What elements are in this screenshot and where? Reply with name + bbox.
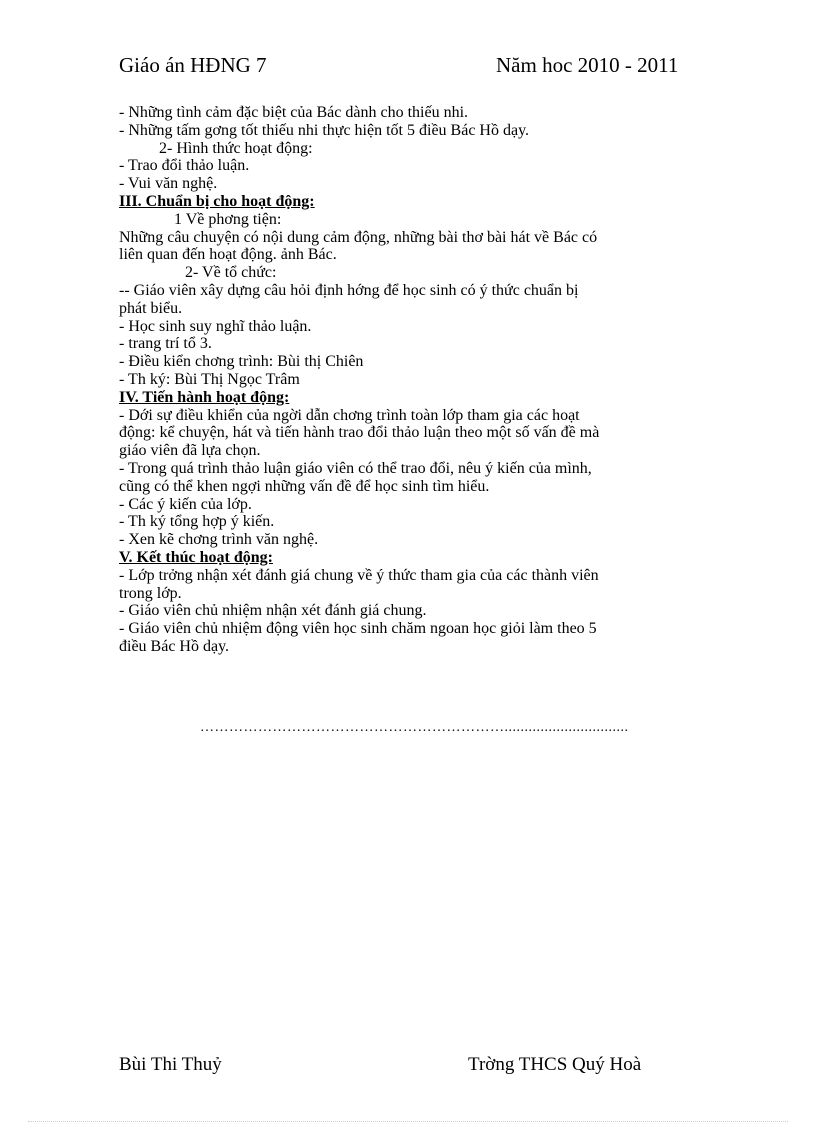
document-body xyxy=(119,104,699,656)
text-line: - Th ký: Bùi Thị Ngọc Trâm xyxy=(119,370,300,388)
text-line: - Xen kẽ chơng trình văn nghệ. xyxy=(119,531,319,549)
text-line: - Học sinh suy nghĩ thảo luận. xyxy=(119,317,312,335)
text-line: - Những tấm gơng tốt thiếu nhi thực hiện tốt 5 điều Bác Hồ dạy. xyxy=(119,121,530,139)
text-line: - trang trí tổ 3. xyxy=(119,335,212,353)
footer-author: Bùi Thi Thuỷ xyxy=(119,1054,222,1075)
footer-school: Trờng THCS Quý Hoà xyxy=(468,1054,642,1075)
page-bottom-border xyxy=(28,1121,788,1122)
text-line: - Trong quá trình thảo luận giáo viên có thể trao đổi, nêu ý kiến của mình, xyxy=(119,459,592,477)
text-line: - Dới sự điều khiển của ngời dẫn chơng trình toàn lớp tham gia các hoạt xyxy=(119,406,580,424)
text-line: - Giáo viên chủ nhiệm động viên học sinh chăm ngoan học giỏi làm theo 5 xyxy=(119,620,597,638)
text-line: - Các ý kiến của lớp. xyxy=(119,495,252,513)
header-left: Giáo án HĐNG 7 xyxy=(119,53,267,77)
text-line: 2- Về tổ chức: xyxy=(185,264,277,282)
section-heading: III. Chuẩn bị cho hoạt động: xyxy=(119,192,315,210)
text-line: - Giáo viên chủ nhiệm nhận xét đánh giá chung. xyxy=(119,602,427,620)
section-heading: IV. Tiến hành hoạt động: xyxy=(119,388,290,406)
text-line: - Th ký tổng hợp ý kiến. xyxy=(119,513,275,531)
text-line: cũng có thể khen ngợi những vấn đề để học sinh tìm hiểu. xyxy=(119,477,490,495)
text-line: giáo viên đã lựa chọn. xyxy=(119,442,261,460)
text-line: trong lớp. xyxy=(119,584,182,602)
text-line: phát biểu. xyxy=(119,299,183,317)
text-line: - Trao đổi thảo luận. xyxy=(119,157,250,175)
text-line: Những câu chuyện có nội dung cảm động, những bài thơ bài hát về Bác có xyxy=(119,228,598,246)
text-line: - Những tình cảm đặc biệt của Bác dành cho thiếu nhi. xyxy=(119,104,469,121)
text-line: -- Giáo viên xây dựng câu hỏi định hớng để học sinh có ý thức chuẩn bị xyxy=(119,281,579,299)
text-line: liên quan đến hoạt động. ảnh Bác. xyxy=(119,246,337,264)
text-line: 2- Hình thức hoạt động: xyxy=(159,139,313,157)
text-line: 1 Về phơng tiện: xyxy=(174,210,282,228)
text-line: điều Bác Hồ dạy. xyxy=(119,637,230,655)
text-line: - Lớp trởng nhận xét đánh giá chung về ý thức tham gia của các thành viên xyxy=(119,566,599,584)
separator-dots: ………………………………………………………............................... xyxy=(200,720,629,735)
text-line: - Điều kiển chơng trình: Bùi thị Chiên xyxy=(119,353,364,371)
text-line: - Vui văn nghệ. xyxy=(119,175,218,193)
header-right: Năm hoc 2010 - 2011 xyxy=(496,53,679,77)
section-heading: V. Kết thúc hoạt động: xyxy=(119,548,273,566)
text-line: động: kể chuyện, hát và tiến hành trao đổi thảo luận theo một số vấn đề mà xyxy=(119,424,600,442)
